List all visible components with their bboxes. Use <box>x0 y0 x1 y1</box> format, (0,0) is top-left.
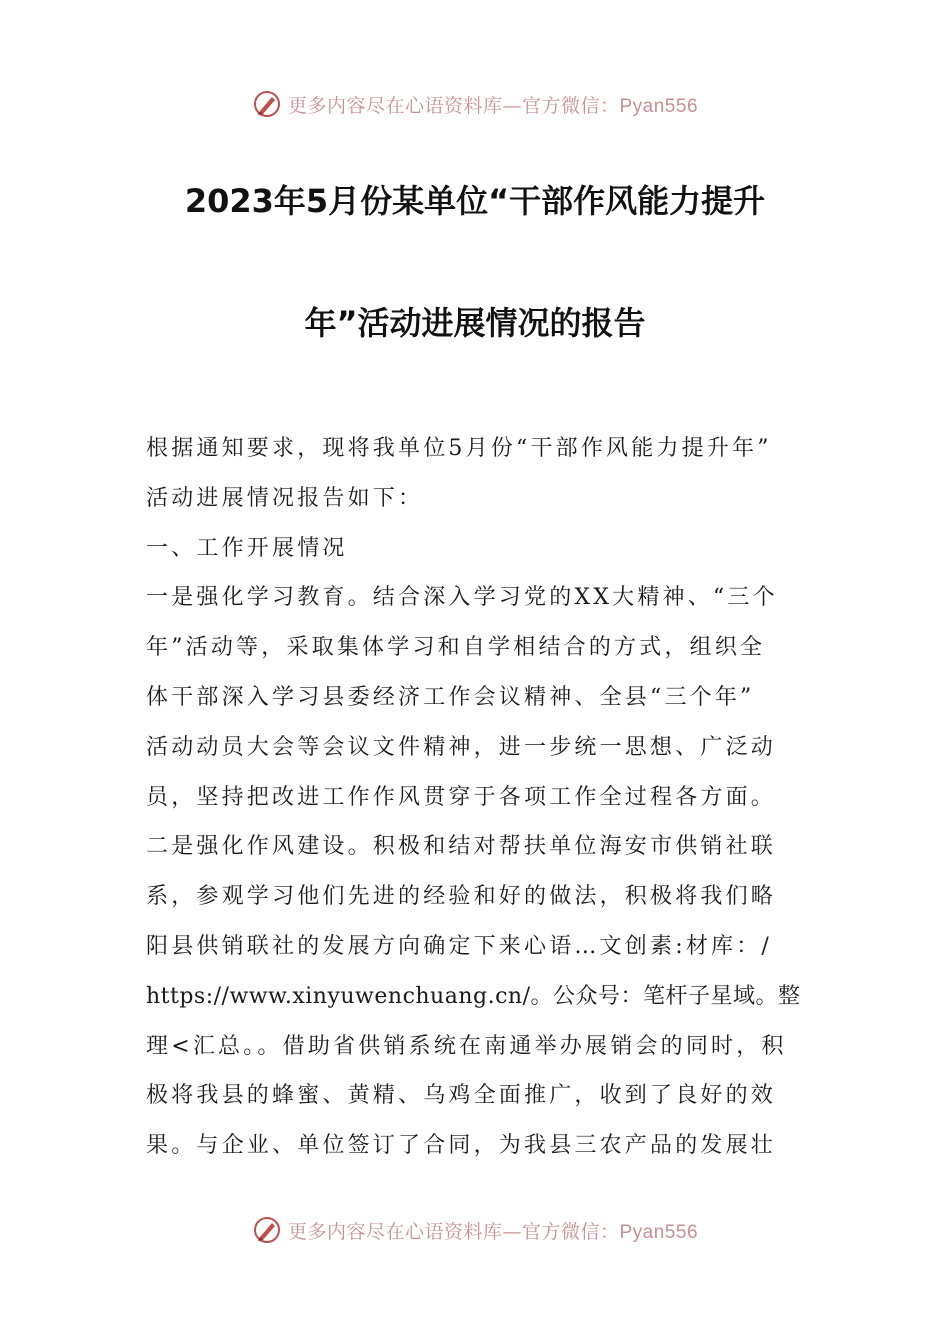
document-title-line-2: 年”活动进展情况的报告 <box>304 304 646 342</box>
body-line: 理<汇总。。借助省供销系统在南通举办展销会的同时，积 <box>146 1033 787 1059</box>
body-line-url: https://www.xinyuwenchuang.cn/。公众号：笔杆子星域。整 <box>146 983 801 1009</box>
watermark-text: 更多内容尽在心语资料库—官方微信：Pyan556 <box>287 94 699 117</box>
header-watermark <box>0 84 950 124</box>
document-body <box>146 424 806 1171</box>
body-line: 体干部深入学习县委经济工作会议精神、全县“三个年” <box>146 684 755 710</box>
body-line: 根据通知要求，现将我单位5月份“干部作风能力提升年” <box>146 436 772 461</box>
watermark-text: 更多内容尽在心语资料库—官方微信：Pyan556 <box>287 1220 699 1243</box>
body-line: 活动进展情况报告如下： <box>146 485 424 511</box>
body-line: 员，坚持把改进工作作风贯穿于各项工作全过程各方面。 <box>146 784 777 810</box>
body-line: 阳县供销联社的发展方向确定下来心语…文创素:材库：/ <box>146 933 773 959</box>
body-line: 系，参观学习他们先进的经验和好的做法，积极将我们略 <box>146 884 777 910</box>
body-line: 二是强化作风建设。积极和结对帮扶单位海安市供销社联 <box>146 834 777 860</box>
document-title-line-1: 2023年5月份某单位“干部作风能力提升 <box>184 182 766 220</box>
body-line: 活动动员大会等会议文件精神，进一步统一思想、广泛动 <box>146 734 777 760</box>
pen-logo-icon <box>252 89 282 119</box>
footer-watermark <box>0 1210 950 1250</box>
pen-logo-icon <box>252 1215 282 1245</box>
section-heading: 一、工作开展情况 <box>146 535 348 561</box>
body-line: 年”活动等，采取集体学习和自学相结合的方式，组织全 <box>146 635 766 661</box>
body-line: 果。与企业、单位签订了合同，为我县三农产品的发展壮 <box>146 1133 777 1159</box>
body-line: 极将我县的蜂蜜、黄精、乌鸡全面推广，收到了良好的效 <box>146 1083 777 1109</box>
body-line: 一是强化学习教育。结合深入学习党的XX大精神、“三个 <box>146 585 778 611</box>
